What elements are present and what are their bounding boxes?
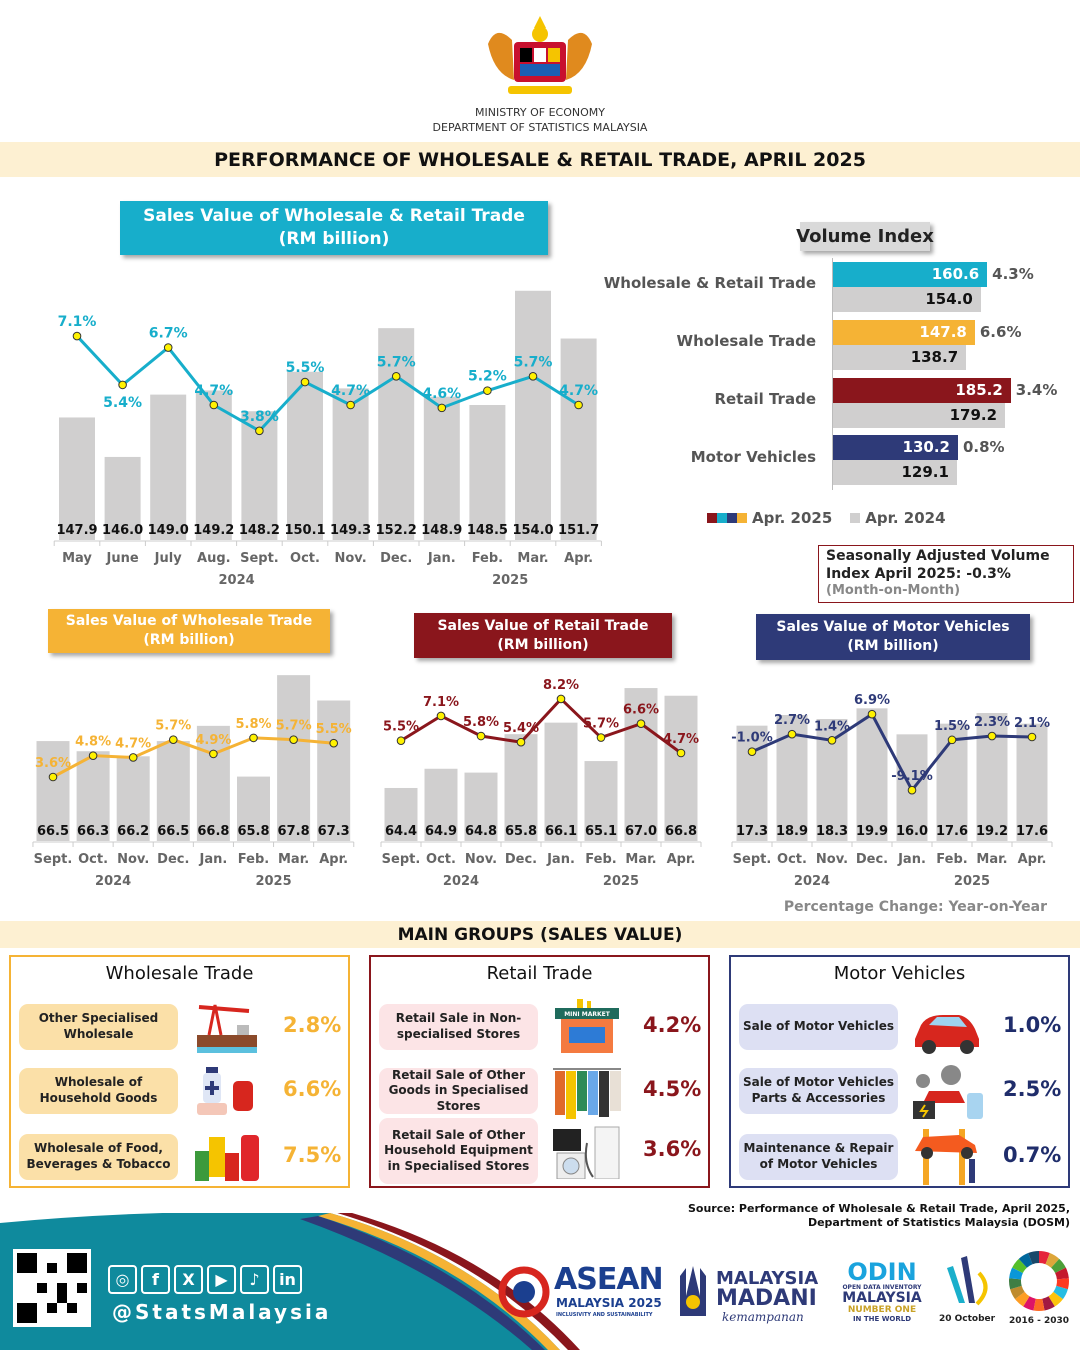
seasonal-line3: (Month-on-Month) [826,583,961,598]
line-point [49,773,57,781]
line-point [677,749,685,757]
group-item-label: Sale of Motor Vehicles Parts & Accessories [739,1068,898,1114]
volume-bar-2024: 179.2 [833,403,1005,428]
line-point [170,736,178,744]
x-tick-label: Feb. [237,852,270,867]
bar-value-label: 152.2 [375,523,417,538]
bar-value-label: 149.2 [193,523,235,538]
volume-bar-2024: 138.7 [833,345,966,370]
bar [150,395,186,540]
malaysia-madani-logo: MALAYSIA MADANI kemampanan [676,1262,826,1326]
instagram-icon[interactable]: ◎ [108,1265,137,1294]
bar-value-label: 18.9 [775,824,809,839]
growth-label: 6.6% [622,702,660,718]
bar-value-label: 19.2 [975,824,1009,839]
line-point [477,732,485,740]
chart-subtitle-text: (RM billion) [847,638,939,654]
legend-label-2025: Apr. 2025 [752,509,833,527]
growth-label: 4.6% [422,385,462,402]
youtube-icon[interactable]: ▶ [207,1265,236,1294]
line-point [1028,733,1036,741]
growth-label: 4.9% [195,732,232,748]
volume-pct-change: 6.6% [979,323,1022,341]
bar-value-label: 66.3 [77,824,110,839]
bar [277,675,310,841]
bar [515,291,551,540]
x-tick-label: Dec. [380,551,413,566]
group-item-label: Maintenance & Repair of Motor Vehicles [739,1134,898,1180]
group-panel-title: Wholesale Trade [105,963,254,984]
growth-label: 4.8% [75,734,112,750]
bar-value-label: 149.0 [147,523,189,538]
clothes-rack-icon [549,1063,625,1119]
volume-pct-change: 4.3% [992,265,1034,283]
x-tick-label: Dec. [855,852,889,867]
growth-label: 4.7% [559,383,599,399]
line-point [164,344,172,352]
bar-value-label: 66.2 [117,824,150,839]
bar-value-label: 66.8 [664,824,698,839]
bar [424,397,460,540]
car-icon [909,999,985,1055]
percentage-change-note: Percentage Change: Year-on-Year [783,899,1047,915]
bar-value-label: 67.8 [277,824,310,839]
bar-value-label: 64.9 [424,824,458,839]
main-groups-title: MAIN GROUPS (SALES VALUE) [0,921,1080,948]
x-tick-label: Sept. [732,852,772,867]
legend-swatch-2024 [850,513,860,523]
volume-bar-2024: 154.0 [833,287,981,312]
x-tick-label: Oct. [777,852,807,867]
car-lift-icon [909,1129,985,1185]
x-tick-label: July [154,551,182,566]
volume-bar-2025: 160.6 [833,262,987,287]
group-panel-0 [9,955,350,1188]
x-tick-label: Nov. [117,852,150,867]
line-point [948,736,956,744]
ministry-name: MINISTRY OF ECONOMY [475,106,605,119]
x-tick-label: Mar. [517,551,549,566]
growth-label: 7.1% [57,314,97,331]
year-label: 2024 [793,874,831,889]
volume-bar-2025: 130.2 [833,435,958,460]
growth-label: 6.7% [148,325,188,342]
svg-text:MINI MARKET: MINI MARKET [564,1011,610,1018]
volume-category-label: Motor Vehicles [690,448,816,466]
medicine-icon [189,1063,265,1119]
group-item-label: Retail Sale of Other Goods in Specialised Stores [379,1068,538,1114]
cans-icon [189,1129,265,1185]
bar-value-label: 66.1 [544,824,578,839]
growth-label: 4.7% [115,736,152,752]
bar-value-label: 65.1 [584,824,618,839]
source-line2: Department of Statistics Malaysia (DOSM) [807,1216,1070,1229]
social-links [108,1265,302,1294]
growth-label: 5.5% [285,360,325,377]
x-tick-label: Jan. [427,551,456,566]
x-tick-label: Apr. [1017,852,1047,867]
x-tick-label: Oct. [78,852,109,867]
bar [561,339,597,540]
x-tick-label: Mar. [625,852,657,867]
group-panel-1 [369,955,710,1188]
volume-category-label: Retail Trade [714,390,816,408]
growth-label: 2.3% [973,715,1011,731]
x-tick-label: Feb. [585,852,617,867]
line-point [210,750,218,758]
bar-value-label: 148.2 [238,523,280,538]
growth-label: 8.2% [542,677,580,693]
bar-value-label: 148.9 [421,523,463,538]
line-point [637,720,645,728]
odin-logo: ODIN OPEN DATA INVENTORY MALAYSIA NUMBER ONE IN THE WORLD [842,1258,922,1323]
bar-value-label: 148.5 [466,523,508,538]
bar [857,708,888,841]
growth-label: 1.5% [933,718,971,734]
growth-label: 4.7% [331,383,371,399]
department-name: DEPARTMENT OF STATISTICS MALAYSIA [432,121,648,134]
chart-title-wrt [120,201,548,255]
seasonal-adjusted-box [818,545,1074,603]
growth-label: 5.8% [462,715,500,731]
line-point [73,332,81,340]
bar-value-label: 146.0 [102,523,144,538]
growth-label: 5.8% [235,716,272,732]
growth-label: 2.7% [773,713,811,729]
world-statistics-day-logo: 20 October [936,1248,998,1328]
group-item-label: Retail Sale in Non-specialised Stores [379,1004,538,1050]
group-item-pct: 3.6% [643,1137,702,1161]
line-point [988,732,996,740]
line-point [301,378,309,386]
x-tick-label: Sept. [33,852,73,867]
group-item-label: Retail Sale of Other Household Equipment in Specialised Stores [379,1118,538,1184]
group-item-pct: 2.5% [1003,1077,1062,1101]
bar-value-label: 67.3 [317,824,350,839]
x-tick-label: Aug. [197,551,231,566]
bar [59,417,95,540]
growth-label: 5.7% [513,354,553,371]
x-tick-label: Nov. [464,852,498,867]
bar-value-label: 66.5 [157,824,190,839]
x-tick-label: Dec. [504,852,538,867]
qr-code[interactable] [13,1249,91,1327]
line-point [210,401,218,409]
linkedin-icon[interactable]: in [273,1265,302,1294]
growth-label: 7.1% [422,694,460,710]
legend-label-2024: Apr. 2024 [865,509,946,527]
growth-label: 5.5% [315,722,352,738]
x-tick-label: Dec. [157,852,190,867]
group-item-pct: 6.6% [283,1077,342,1101]
group-panel-2 [729,955,1070,1188]
growth-label: 5.7% [155,718,192,734]
stats-handle[interactable]: @StatsMalaysia [112,1300,332,1324]
year-label: 2025 [492,573,529,588]
bar-value-label: 64.4 [384,824,418,839]
x-tick-label: Jan. [199,852,228,867]
chart-subtitle-text: (RM billion) [143,632,235,648]
x-tick-label: Apr. [319,852,349,867]
group-item-pct: 7.5% [283,1143,342,1167]
x-tick-label: Feb. [936,852,968,867]
x-tick-label: Jan. [898,852,926,867]
growth-label: 5.7% [582,716,620,732]
growth-label: 5.4% [502,721,540,737]
year-label: 2024 [442,874,480,889]
bar [469,405,505,540]
bar-value-label: 17.6 [1015,824,1049,839]
line-point [597,734,605,742]
seasonal-line2: Index April 2025: -0.3% [826,566,1011,582]
x-tick-label: Oct. [290,551,320,566]
volume-axis [832,258,833,490]
line-point [119,381,127,389]
bar-value-label: 16.0 [895,824,929,839]
group-panel-title: Motor Vehicles [833,963,966,984]
bar-value-label: 64.8 [464,824,498,839]
group-item-label: Wholesale of Food, Beverages & Tobacco [19,1134,178,1180]
volume-category-label: Wholesale & Retail Trade [603,274,816,292]
volume-pct-change: 0.8% [962,438,1005,456]
mini-market-icon [549,999,625,1055]
group-item-pct: 4.5% [643,1077,702,1101]
bar-value-label: 66.8 [197,824,230,839]
line-point [908,786,916,794]
sdg-logo: 2016 - 2030 [1006,1250,1072,1328]
x-tick-label: June [106,551,139,566]
tiktok-icon[interactable]: ♪ [240,1265,269,1294]
bar-value-label: 67.0 [624,824,658,839]
volume-bar-2025: 147.8 [833,320,975,345]
growth-label: 5.7% [275,718,312,734]
growth-label: 5.5% [382,719,420,735]
x-tick-label: Apr. [666,852,696,867]
group-item-pct: 2.8% [283,1013,342,1037]
x-tick-label: Mar. [277,852,310,867]
group-item-label: Wholesale of Household Goods [19,1068,178,1114]
x-tick-label: Oct. [426,852,456,867]
group-item-pct: 0.7% [1003,1143,1062,1167]
growth-label: 4.7% [194,383,234,399]
growth-label: 5.4% [103,394,143,411]
line-point [347,401,355,409]
bar-value-label: 17.3 [735,824,769,839]
chart-sales-motor [730,660,1070,900]
line-point [330,739,338,747]
x-tick-label: Jan. [547,852,575,867]
line-point [529,372,537,380]
volume-bar-2024: 129.1 [833,460,957,485]
growth-label: 6.9% [853,693,891,709]
growth-label: 3.6% [34,756,72,771]
growth-label: 1.4% [813,719,851,735]
growth-label: 2.1% [1013,716,1051,732]
bar-value-label: 65.8 [237,824,270,839]
line-point [89,752,97,760]
bar-value-label: 147.9 [56,523,98,538]
x-tick-label: Feb. [471,551,504,566]
year-label: 2024 [95,874,132,889]
line-point [748,748,756,756]
legend-swatch-2025 [707,513,747,523]
chart-title-retail [414,613,672,658]
line-point [256,427,264,435]
car-parts-icon [909,1063,985,1119]
oil-pump-icon [189,999,265,1055]
source-line1: Source: Performance of Wholesale & Retail Trade, April 2025, [687,1202,1070,1215]
chart-sales-wrt [40,260,610,590]
group-item-label: Sale of Motor Vehicles [739,1004,898,1050]
growth-label: 4.7% [662,732,700,747]
growth-label: 3.8% [239,408,279,425]
chart-subtitle-text: (RM billion) [497,636,589,653]
volume-pct-change: 3.4% [1015,381,1058,399]
growth-label: 5.7% [376,354,416,371]
volume-category-label: Wholesale Trade [676,332,816,350]
bar-value-label: 17.6 [935,824,969,839]
chart-title-text: Sales Value of Retail Trade [437,617,649,634]
line-point [392,372,400,380]
chart-title-text: Sales Value of Motor Vehicles [776,619,1010,636]
line-point [828,737,836,745]
jata-negara-crest [484,14,596,102]
bar-value-label: 151.7 [558,523,600,538]
line-point [290,736,298,744]
line-point [484,387,492,395]
chart-title-motor [756,614,1030,660]
line-point [788,730,796,738]
chart-title-wholesale [48,609,330,653]
chart-sales-wholesale [30,660,360,900]
bar [333,388,369,540]
bar [662,696,700,841]
growth-label: -1.0% [731,730,773,746]
group-panel-title: Retail Trade [486,963,593,984]
group-item-pct: 1.0% [1003,1013,1062,1037]
x-tick-label: May [62,551,92,566]
volume-index-title: Volume Index [800,222,930,251]
bar-value-label: 149.3 [330,523,372,538]
line-point [557,695,565,703]
year-label: 2025 [255,874,292,889]
line-point [438,404,446,412]
line-point [397,737,405,745]
x-tick-label: Sept. [381,852,421,867]
bar-value-label: 66.5 [36,824,70,839]
facebook-icon[interactable]: f [141,1265,170,1294]
line-point [868,710,876,718]
growth-label: 5.2% [467,368,507,385]
bar-value-label: 154.0 [512,523,554,538]
asean-logo: ASEAN MALAYSIA 2025 INCLUSIVITY AND SUSTAINABILITY [498,1262,663,1324]
growth-label: -9.1% [891,769,933,785]
volume-legend [707,509,946,527]
chart-title-text: Sales Value of Wholesale & Retail Trade [143,206,525,227]
x-tick-label: Mar. [976,852,1008,867]
chart-subtitle-text: (RM billion) [278,229,390,249]
year-label: 2024 [218,573,255,588]
seasonal-line1: Seasonally Adjusted Volume [826,548,1050,564]
x-tick-label: Apr. [564,551,594,566]
group-item-label: Other Specialised Wholesale [19,1004,178,1050]
appliances-icon [549,1123,625,1179]
x-icon[interactable]: X [174,1265,203,1294]
x-tick-label: Sept. [240,551,279,566]
page-title: PERFORMANCE OF WHOLESALE & RETAIL TRADE, APRIL 2025 [0,142,1080,177]
group-item-pct: 4.2% [643,1013,702,1037]
bar-value-label: 65.8 [504,824,538,839]
volume-bar-2025: 185.2 [833,378,1011,403]
line-point [129,754,137,762]
chart-sales-retail [375,660,705,900]
bar-value-label: 19.9 [855,824,889,839]
x-tick-label: Nov. [815,852,849,867]
x-tick-label: Nov. [334,551,367,566]
year-label: 2025 [953,874,991,889]
chart-title-text: Sales Value of Wholesale Trade [65,613,313,630]
bar-value-label: 18.3 [815,824,849,839]
line-point [517,738,525,746]
line-point [437,712,445,720]
line-point [250,734,258,742]
bar-value-label: 150.1 [284,523,326,538]
year-label: 2025 [602,874,640,889]
